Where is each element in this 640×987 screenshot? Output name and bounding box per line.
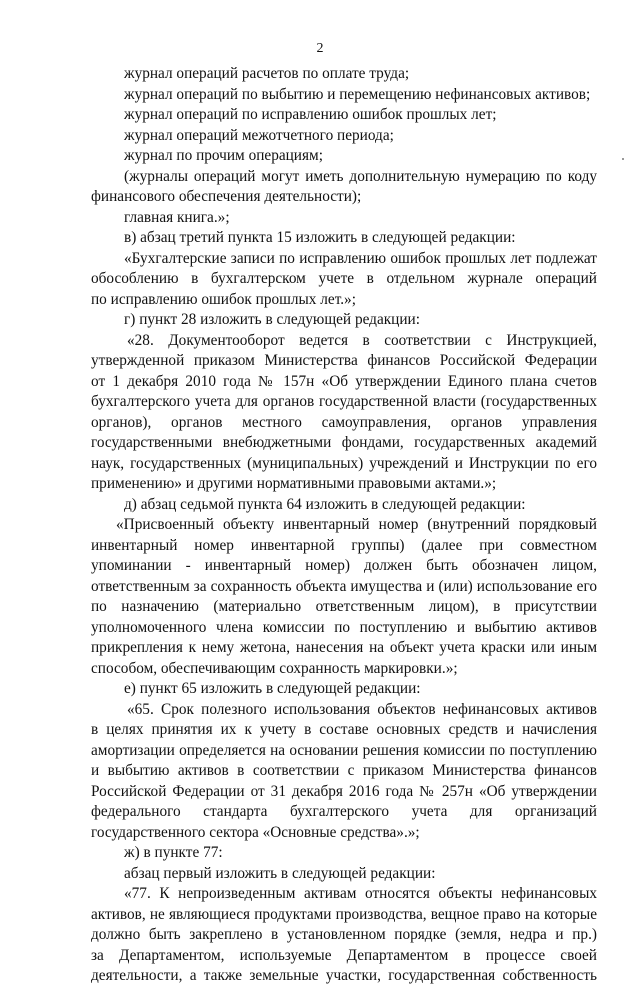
text-line: журнал операций по исправлению ошибок прошлых лет; (124, 106, 497, 123)
text-line: журнал операций межотчетного периода; (124, 126, 394, 144)
text-line: по исправлению ошибок прошлых лет.»; (91, 290, 356, 308)
text-line: наук, государственных (муниципальных) учреждений и Инструкции по его (91, 454, 597, 472)
text-line: способом, обеспечивающим сохранность маркировки.»; (91, 659, 458, 677)
text-line: по назначению (материально ответственным лицом), в присутствии (91, 598, 597, 615)
text-line: журнал операций по выбытию и перемещению нефинансовых активов; (124, 85, 591, 103)
text-line: амортизации определяется на основании решения комиссии по поступлению (91, 741, 597, 759)
text-line: уполномоченного члена комиссии по поступлению и выбытию активов (91, 618, 597, 636)
text-line: «28. Документооборот ведется в соответствии с Инструкцией, (127, 331, 597, 349)
text-line: журнал операций расчетов по оплате труда; (124, 65, 410, 82)
text-line: упоминании - инвентарный номер) должен быть обозначен лицом, (91, 557, 597, 574)
text-line: (журналы операций могут иметь дополнительную нумерацию по коду (124, 167, 597, 185)
text-line: федерального стандарта бухгалтерского учета для организаций (91, 803, 597, 820)
text-line: г) пункт 28 изложить в следующей редакции: (124, 311, 420, 328)
text-line: утвержденной приказом Министерства финансов Российской Федерации (91, 352, 597, 369)
text-line: обособлению в бухгалтерском учете в отдельном журнале операций (91, 270, 597, 287)
text-line: в) абзац третий пункта 15 изложить в следующей редакции: (124, 229, 516, 246)
text-line: журнал по прочим операциям; (124, 147, 323, 164)
text-line: должно быть закреплено в установленном порядке (земля, недра и пр.) (91, 926, 597, 943)
text-line: «65. Срок полезного использования объектов нефинансовых активов (127, 700, 597, 718)
text-line: «Присвоенный объекту инвентарный номер (внутренний порядковый (116, 516, 597, 533)
text-line: ж) в пункте 77: (124, 844, 223, 861)
text-line: главная книга.»; (124, 208, 230, 226)
text-line: активов, не являющиеся продуктами производства, вещное право на которые (91, 905, 597, 923)
text-line: инвентарный номер инвентарной группы) (далее при совместном (91, 536, 597, 554)
text-line: государственными внебюджетными фондами, государственных академий (91, 434, 597, 451)
text-line: прикрепления к нему жетона, нанесения на объект учета краски или иным (91, 639, 597, 656)
text-line: применению» и другими нормативными правовыми актами.»; (91, 475, 497, 492)
text-line: в целях принятия их к учету в составе основных средств и начисления (91, 721, 597, 738)
text-line: «Бухгалтерские записи по исправлению ошибок прошлых лет подлежат (124, 249, 597, 267)
text-line: от 1 декабря 2010 года № 157н «Об утверждении Единого плана счетов (91, 372, 597, 390)
text-line: абзац первый изложить в следующей редакции: (124, 864, 436, 882)
text-line: финансового обеспечения деятельности); (91, 188, 362, 205)
text-line: д) абзац седьмой пункта 64 изложить в следующей редакции: (124, 495, 526, 513)
text-line: деятельности, а также земельные участки, государственная собственность (91, 967, 597, 984)
scan-speck (622, 158, 624, 160)
text-line: е) пункт 65 изложить в следующей редакции: (124, 680, 421, 697)
text-line: «77. К непроизведенным активам относятся объекты нефинансовых (124, 885, 597, 902)
text-line: за Департаментом, используемые Департаментом в процессе своей (91, 946, 597, 964)
text-line: органов), органов местного самоуправления, органов управления (91, 413, 597, 431)
text-line: и выбытию активов в соответствии с приказом Министерства финансов (91, 762, 597, 779)
document-body (91, 64, 597, 987)
text-line: бухгалтерского учета для органов государственной власти (государственных (91, 393, 597, 410)
text-line: ответственным за сохранность объекта имущества и (или) использование его (91, 577, 597, 595)
page-number: 2 (316, 41, 324, 56)
text-line: Российской Федерации от 31 декабря 2016 года № 257н «Об утверждении (91, 782, 597, 800)
text-line: государственного сектора «Основные средства».»; (91, 823, 420, 841)
